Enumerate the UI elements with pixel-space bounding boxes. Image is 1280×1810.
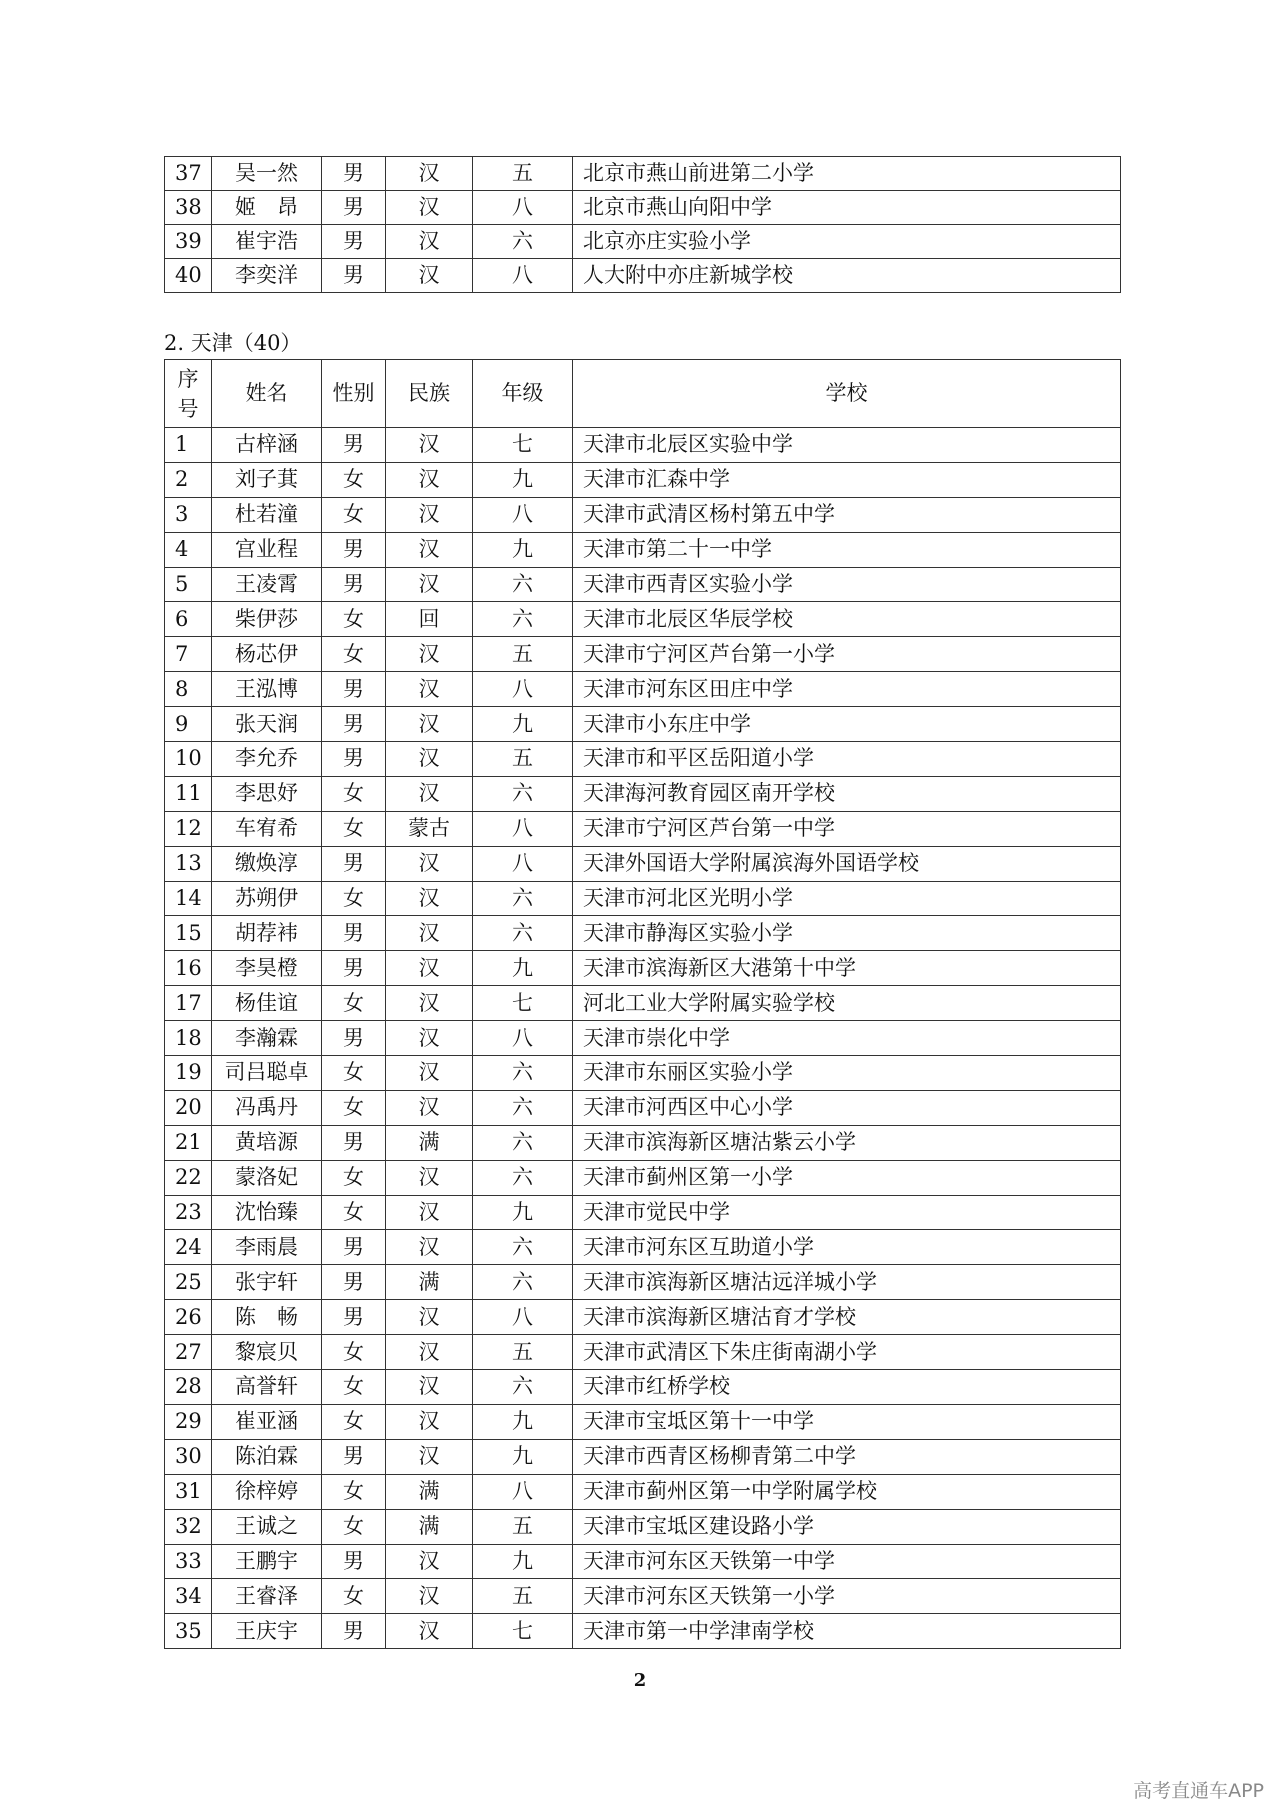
cell-name: 司吕聪卓 [212,1056,322,1091]
cell-grade: 六 [473,1125,573,1160]
cell-ethnicity: 汉 [386,1056,473,1091]
cell-ethnicity: 汉 [386,259,473,293]
cell-school: 天津市河东区田庄中学 [573,672,1121,707]
cell-no: 23 [165,1195,212,1230]
cell-school: 天津市滨海新区塘沽育才学校 [573,1300,1121,1335]
cell-ethnicity: 汉 [386,916,473,951]
cell-no: 3 [165,497,212,532]
cell-name: 蒙洛妃 [212,1160,322,1195]
cell-grade: 八 [473,259,573,293]
cell-grade: 九 [473,707,573,742]
table-row [165,1300,1121,1335]
cell-name: 柴伊莎 [212,602,322,637]
cell-name: 徐梓婷 [212,1474,322,1509]
table-row [165,191,1121,225]
cell-grade: 五 [473,1509,573,1544]
cell-ethnicity: 汉 [386,1090,473,1125]
cell-name: 杨芯伊 [212,637,322,672]
cell-school: 北京亦庄实验小学 [573,225,1121,259]
cell-no: 6 [165,602,212,637]
cell-gender: 女 [322,1404,386,1439]
cell-no: 2 [165,462,212,497]
cell-no: 26 [165,1300,212,1335]
cell-grade: 八 [473,1300,573,1335]
cell-no: 9 [165,707,212,742]
cell-grade: 六 [473,1265,573,1300]
cell-grade: 六 [473,1370,573,1405]
cell-no: 39 [165,225,212,259]
cell-no: 40 [165,259,212,293]
cell-school: 河北工业大学附属实验学校 [573,986,1121,1021]
cell-gender: 男 [322,1230,386,1265]
cell-no: 7 [165,637,212,672]
table-row [165,1474,1121,1509]
table-row [165,1265,1121,1300]
cell-name: 古梓涵 [212,428,322,463]
cell-gender: 女 [322,462,386,497]
cell-ethnicity: 汉 [386,225,473,259]
cell-ethnicity: 满 [386,1265,473,1300]
table-row [165,1614,1121,1649]
cell-ethnicity: 汉 [386,1160,473,1195]
cell-gender: 男 [322,707,386,742]
cell-school: 天津市小东庄中学 [573,707,1121,742]
cell-gender: 男 [322,1021,386,1056]
cell-school: 天津市第一中学津南学校 [573,1614,1121,1649]
header-no-line2: 号 [177,396,199,421]
cell-gender: 男 [322,532,386,567]
table-row [165,1021,1121,1056]
cell-ethnicity: 汉 [386,846,473,881]
header-no [165,360,212,428]
table-row [165,811,1121,846]
cell-gender: 男 [322,567,386,602]
cell-name: 宫业程 [212,532,322,567]
cell-ethnicity: 汉 [386,1195,473,1230]
cell-ethnicity: 汉 [386,776,473,811]
header-no-line1: 序 [177,366,199,391]
table-row [165,1544,1121,1579]
table-row [165,672,1121,707]
table-row [165,157,1121,191]
cell-no: 38 [165,191,212,225]
cell-grade: 七 [473,428,573,463]
cell-grade: 九 [473,1195,573,1230]
cell-gender: 女 [322,776,386,811]
cell-gender: 男 [322,428,386,463]
cell-no: 33 [165,1544,212,1579]
cell-name: 黎宸贝 [212,1335,322,1370]
cell-no: 25 [165,1265,212,1300]
cell-school: 天津市河东区互助道小学 [573,1230,1121,1265]
cell-name: 李瀚霖 [212,1021,322,1056]
table-row [165,225,1121,259]
table-row [165,1230,1121,1265]
cell-school: 天津市河北区光明小学 [573,881,1121,916]
cell-no: 14 [165,881,212,916]
cell-school: 天津市河东区天铁第一小学 [573,1579,1121,1614]
header-gender: 性别 [322,360,386,428]
cell-grade: 六 [473,602,573,637]
header-name: 姓名 [212,360,322,428]
table-header-row [165,360,1121,428]
cell-no: 8 [165,672,212,707]
cell-no: 17 [165,986,212,1021]
cell-gender: 男 [322,1439,386,1474]
cell-ethnicity: 满 [386,1125,473,1160]
cell-name: 王诚之 [212,1509,322,1544]
cell-grade: 八 [473,811,573,846]
cell-grade: 八 [473,191,573,225]
cell-name: 陈 畅 [212,1300,322,1335]
cell-school: 天津市宁河区芦台第一中学 [573,811,1121,846]
cell-no: 31 [165,1474,212,1509]
cell-name: 刘子萁 [212,462,322,497]
cell-name: 陈泊霖 [212,1439,322,1474]
table-row [165,428,1121,463]
table-row [165,462,1121,497]
cell-no: 24 [165,1230,212,1265]
cell-name: 崔亚涵 [212,1404,322,1439]
cell-school: 天津市北辰区实验中学 [573,428,1121,463]
watermark: 高考直通车APP [1133,1780,1264,1802]
cell-ethnicity: 汉 [386,1370,473,1405]
cell-no: 37 [165,157,212,191]
cell-ethnicity: 汉 [386,1230,473,1265]
cell-grade: 五 [473,1335,573,1370]
cell-school: 天津市西青区实验小学 [573,567,1121,602]
cell-name: 杜若潼 [212,497,322,532]
table-row [165,846,1121,881]
cell-gender: 女 [322,986,386,1021]
cell-gender: 女 [322,637,386,672]
table-row [165,497,1121,532]
cell-gender: 男 [322,191,386,225]
cell-ethnicity: 汉 [386,157,473,191]
cell-ethnicity: 汉 [386,191,473,225]
table-row [165,1160,1121,1195]
cell-school: 天津市宝坻区建设路小学 [573,1509,1121,1544]
cell-school: 天津市汇森中学 [573,462,1121,497]
table-row [165,916,1121,951]
cell-no: 4 [165,532,212,567]
section-title-tianjin: 2. 天津（40） [164,331,302,355]
table-row [165,637,1121,672]
cell-no: 20 [165,1090,212,1125]
cell-school: 天津市崇化中学 [573,1021,1121,1056]
cell-grade: 七 [473,1614,573,1649]
cell-gender: 女 [322,1335,386,1370]
cell-name: 高誉轩 [212,1370,322,1405]
page-number: 2 [633,1670,647,1691]
cell-ethnicity: 汉 [386,1439,473,1474]
header-ethnicity: 民族 [386,360,473,428]
cell-school: 天津市滨海新区塘沽紫云小学 [573,1125,1121,1160]
cell-ethnicity: 汉 [386,986,473,1021]
cell-name: 王睿泽 [212,1579,322,1614]
cell-grade: 六 [473,1160,573,1195]
cell-name: 杨佳谊 [212,986,322,1021]
cell-grade: 五 [473,742,573,777]
cell-ethnicity: 满 [386,1509,473,1544]
cell-ethnicity: 汉 [386,462,473,497]
cell-grade: 六 [473,1090,573,1125]
table-row [165,1195,1121,1230]
cell-ethnicity: 汉 [386,951,473,986]
cell-grade: 六 [473,776,573,811]
header-school: 学校 [573,360,1121,428]
table-row [165,881,1121,916]
cell-name: 张宇轩 [212,1265,322,1300]
cell-gender: 男 [322,916,386,951]
cell-name: 李允乔 [212,742,322,777]
cell-school: 天津市第二十一中学 [573,532,1121,567]
cell-gender: 女 [322,1370,386,1405]
cell-gender: 男 [322,1265,386,1300]
cell-ethnicity: 汉 [386,532,473,567]
cell-no: 13 [165,846,212,881]
cell-gender: 女 [322,1509,386,1544]
cell-gender: 女 [322,1474,386,1509]
cell-no: 35 [165,1614,212,1649]
cell-gender: 女 [322,602,386,637]
cell-grade: 五 [473,157,573,191]
cell-school: 天津市河东区天铁第一中学 [573,1544,1121,1579]
cell-gender: 男 [322,1125,386,1160]
cell-name: 黄培源 [212,1125,322,1160]
cell-school: 天津市静海区实验小学 [573,916,1121,951]
table-row [165,1404,1121,1439]
cell-gender: 男 [322,157,386,191]
cell-grade: 九 [473,951,573,986]
cell-name: 沈怡臻 [212,1195,322,1230]
cell-ethnicity: 汉 [386,567,473,602]
cell-school: 天津市蓟州区第一中学附属学校 [573,1474,1121,1509]
cell-name: 王泓博 [212,672,322,707]
cell-no: 30 [165,1439,212,1474]
table-row [165,1370,1121,1405]
cell-school: 天津市蓟州区第一小学 [573,1160,1121,1195]
tianjin-table-body [165,428,1121,1649]
cell-gender: 男 [322,846,386,881]
cell-grade: 六 [473,567,573,602]
cell-gender: 男 [322,1614,386,1649]
cell-no: 22 [165,1160,212,1195]
cell-school: 天津市觉民中学 [573,1195,1121,1230]
cell-school: 天津市滨海新区塘沽远洋城小学 [573,1265,1121,1300]
cell-gender: 女 [322,1579,386,1614]
table-row [165,1335,1121,1370]
cell-school: 人大附中亦庄新城学校 [573,259,1121,293]
cell-ethnicity: 满 [386,1474,473,1509]
cell-ethnicity: 汉 [386,497,473,532]
cell-gender: 女 [322,811,386,846]
cell-grade: 八 [473,1474,573,1509]
table-row [165,776,1121,811]
cell-name: 王凌霄 [212,567,322,602]
table-row [165,567,1121,602]
cell-ethnicity: 汉 [386,707,473,742]
cell-no: 5 [165,567,212,602]
cell-ethnicity: 汉 [386,1404,473,1439]
table-row [165,951,1121,986]
table-row [165,1439,1121,1474]
cell-grade: 九 [473,1544,573,1579]
cell-name: 吴一然 [212,157,322,191]
table-row [165,532,1121,567]
tianjin-table [164,359,1121,1649]
table-row [165,986,1121,1021]
cell-school: 天津市西青区杨柳青第二中学 [573,1439,1121,1474]
cell-ethnicity: 汉 [386,742,473,777]
table-row [165,1056,1121,1091]
cell-gender: 女 [322,1160,386,1195]
cell-ethnicity: 汉 [386,428,473,463]
cell-school: 天津市滨海新区大港第十中学 [573,951,1121,986]
cell-gender: 男 [322,951,386,986]
cell-name: 王庆宇 [212,1614,322,1649]
cell-name: 李思妤 [212,776,322,811]
cell-no: 27 [165,1335,212,1370]
cell-gender: 女 [322,881,386,916]
cell-ethnicity: 汉 [386,881,473,916]
table-row [165,742,1121,777]
cell-ethnicity: 蒙古 [386,811,473,846]
cell-ethnicity: 汉 [386,1300,473,1335]
cell-grade: 六 [473,881,573,916]
cell-ethnicity: 汉 [386,637,473,672]
cell-gender: 女 [322,1195,386,1230]
cell-grade: 八 [473,672,573,707]
cell-school: 天津市武清区杨村第五中学 [573,497,1121,532]
cell-grade: 六 [473,1056,573,1091]
cell-name: 苏朔伊 [212,881,322,916]
beijing-table-body [165,157,1121,293]
cell-gender: 男 [322,1300,386,1335]
cell-name: 张天润 [212,707,322,742]
cell-school: 天津市东丽区实验小学 [573,1056,1121,1091]
cell-name: 缴焕淳 [212,846,322,881]
cell-grade: 八 [473,846,573,881]
cell-gender: 女 [322,1056,386,1091]
cell-no: 34 [165,1579,212,1614]
cell-name: 李昊橙 [212,951,322,986]
cell-grade: 六 [473,916,573,951]
cell-grade: 六 [473,1230,573,1265]
cell-ethnicity: 汉 [386,1021,473,1056]
cell-gender: 女 [322,497,386,532]
header-grade: 年级 [473,360,573,428]
cell-name: 胡荐袆 [212,916,322,951]
cell-name: 姬 昂 [212,191,322,225]
cell-school: 北京市燕山向阳中学 [573,191,1121,225]
cell-no: 1 [165,428,212,463]
table-row [165,1579,1121,1614]
cell-school: 天津市河西区中心小学 [573,1090,1121,1125]
cell-gender: 男 [322,225,386,259]
cell-no: 15 [165,916,212,951]
table-row [165,1090,1121,1125]
cell-no: 12 [165,811,212,846]
cell-grade: 五 [473,637,573,672]
cell-ethnicity: 汉 [386,672,473,707]
table-row [165,1509,1121,1544]
cell-no: 21 [165,1125,212,1160]
cell-ethnicity: 汉 [386,1614,473,1649]
cell-no: 32 [165,1509,212,1544]
cell-no: 28 [165,1370,212,1405]
cell-ethnicity: 回 [386,602,473,637]
cell-name: 冯禹丹 [212,1090,322,1125]
cell-grade: 七 [473,986,573,1021]
cell-no: 10 [165,742,212,777]
cell-grade: 九 [473,532,573,567]
cell-grade: 九 [473,1404,573,1439]
cell-gender: 女 [322,1090,386,1125]
cell-grade: 八 [473,1021,573,1056]
cell-name: 李奕洋 [212,259,322,293]
cell-grade: 九 [473,462,573,497]
cell-gender: 男 [322,742,386,777]
cell-no: 18 [165,1021,212,1056]
cell-no: 11 [165,776,212,811]
cell-school: 天津市北辰区华辰学校 [573,602,1121,637]
beijing-continued-table [164,156,1121,293]
table-row [165,259,1121,293]
cell-grade: 六 [473,225,573,259]
cell-grade: 八 [473,497,573,532]
cell-school: 天津外国语大学附属滨海外国语学校 [573,846,1121,881]
cell-school: 天津市和平区岳阳道小学 [573,742,1121,777]
cell-gender: 男 [322,1544,386,1579]
cell-ethnicity: 汉 [386,1335,473,1370]
cell-name: 车宥希 [212,811,322,846]
cell-school: 北京市燕山前进第二小学 [573,157,1121,191]
cell-name: 崔宇浩 [212,225,322,259]
cell-no: 19 [165,1056,212,1091]
cell-gender: 男 [322,672,386,707]
table-row [165,707,1121,742]
cell-name: 王鹏宇 [212,1544,322,1579]
cell-no: 16 [165,951,212,986]
cell-ethnicity: 汉 [386,1579,473,1614]
cell-school: 天津海河教育园区南开学校 [573,776,1121,811]
cell-gender: 男 [322,259,386,293]
cell-school: 天津市宝坻区第十一中学 [573,1404,1121,1439]
cell-school: 天津市武清区下朱庄街南湖小学 [573,1335,1121,1370]
cell-grade: 九 [473,1439,573,1474]
table-row [165,1125,1121,1160]
cell-school: 天津市宁河区芦台第一小学 [573,637,1121,672]
cell-no: 29 [165,1404,212,1439]
cell-ethnicity: 汉 [386,1544,473,1579]
cell-school: 天津市红桥学校 [573,1370,1121,1405]
table-row [165,602,1121,637]
cell-grade: 五 [473,1579,573,1614]
cell-name: 李雨晨 [212,1230,322,1265]
